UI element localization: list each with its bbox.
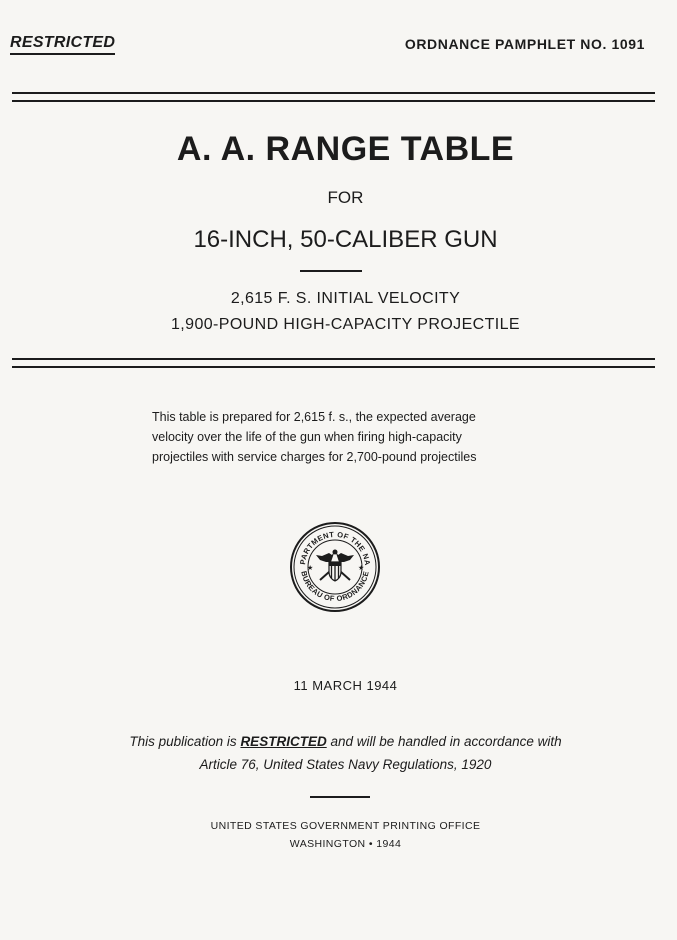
note-line: This table is prepared for 2,615 f. s., the expected average [152, 410, 476, 424]
seal-top-text: PARTMENT OF THE NA [298, 529, 372, 566]
printer-imprint [0, 817, 677, 853]
document-title: A. A. RANGE TABLE [176, 130, 515, 168]
top-double-rule [12, 92, 655, 102]
svg-text:★: ★ [307, 564, 314, 572]
notice-prefix: This publication is [129, 734, 241, 749]
notice-suffix: and will be handled in accordance with [326, 734, 562, 749]
publication-notice [0, 730, 677, 776]
initial-velocity: 2,615 F. S. INITIAL VELOCITY [230, 290, 461, 307]
title-for: FOR [327, 188, 364, 207]
title-divider [300, 270, 362, 272]
seal-bottom-text: BUREAU OF ORDNANCE [299, 570, 371, 604]
pamphlet-number: ORDNANCE PAMPHLET NO. 1091 [404, 36, 645, 52]
note-line: velocity over the life of the gun when firing high-capacity [152, 430, 462, 444]
printing-office: UNITED STATES GOVERNMENT PRINTING OFFICE [210, 820, 481, 832]
notice-line-2: Article 76, United States Navy Regulations, 1920 [199, 757, 492, 772]
printing-place: WASHINGTON • 1944 [289, 838, 402, 850]
notice-line-1 [14, 730, 677, 753]
restricted-marking: RESTRICTED [10, 34, 115, 55]
publication-date: 11 MARCH 1944 [293, 678, 398, 693]
note-line: projectiles with service charges for 2,700-pound projectiles [152, 450, 477, 464]
navy-eagle-seal-icon [288, 520, 382, 614]
svg-text:★: ★ [358, 564, 365, 572]
middle-double-rule [12, 358, 655, 368]
gun-designation: 16-INCH, 50-CALIBER GUN [193, 226, 498, 253]
projectile-type: 1,900-POUND HIGH-CAPACITY PROJECTILE [171, 316, 520, 333]
table-note [152, 407, 532, 467]
imprint-divider [310, 796, 370, 798]
notice-restricted: RESTRICTED [240, 734, 327, 749]
